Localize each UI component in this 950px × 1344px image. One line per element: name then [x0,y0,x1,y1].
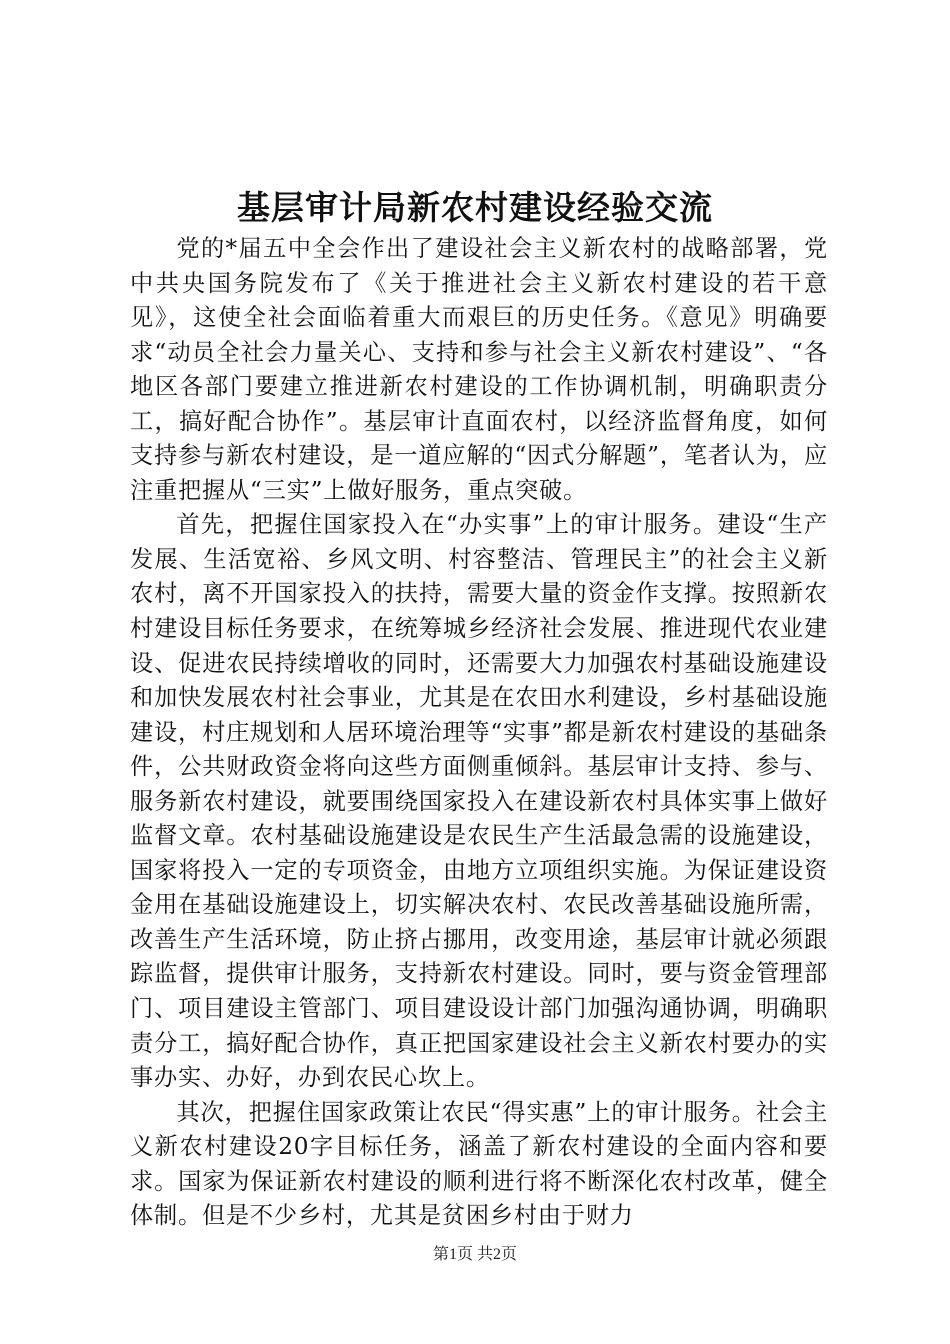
paragraph-first-point: 首先，把握住国家投入在“办实事”上的审计服务。建设“生产发展、生活宽裕、乡风文明、村容整洁、管理民主”的社会主义新农村，离不开国家投入的扶持，需要大量的资金作支撑。按照新农村建设目标任务要求，在统筹城乡经济社会发展、推进现代农业建设、促进农民持续增收的同时，还需要大力加强农村基础设施建设和加快发展农村社会事业，尤其是在农田水利建设，乡村基础设施建设，村庄规划和人居环境治理等“实事”都是新农村建设的基础条件，公共财政资金将向这些方面侧重倾斜。基层审计支持、参与、服务新农村建设，就要围绕国家投入在建设新农村具体实事上做好监督文章。农村基础设施建设是农民生产生活最急需的设施建设，国家将投入一定的专项资金，由地方立项组织实施。为保证建设资金用在基础设施建设上，切实解决农村、农民改善基础设施所需，改善生产生活环境，防止挤占挪用，改变用途，基层审计就必须跟踪监督，提供审计服务，支持新农村建设。同时，要与资金管理部门、项目建设主管部门、项目建设设计部门加强沟通协调，明确职责分工，搞好配合协作，真正把国家建设社会主义新农村要办的实事办实、办好，办到农民心坎上。 [130,511,828,1092]
paragraph-second-point: 其次，把握住国家政策让农民“得实惠”上的审计服务。社会主义新农村建设20字目标任务，涵盖了新农村建设的全面内容和要求。国家为保证新农村建设的顺利进行将不断深化农村改革，健全体制。但是不少乡村，尤其是贫困乡村由于财力 [130,1098,828,1230]
document-title: 基层审计局新农村建设经验交流 [237,188,713,227]
paragraph-intro: 党的*届五中全会作出了建设社会主义新农村的战略部署，党中共央国务院发布了《关于推进社会主义新农村建设的若干意见》，这使全社会面临着重大而艰巨的历史任务。《意见》明确要求“动员全社会力量关心、支持和参与社会主义新农村建设”、“各地区各部门要建立推进新农村建设的工作协调机制，明确职责分工，搞好配合协作”。基层审计直面农村，以经济监督角度，如何支持参与新农村建设，是一道应解的“因式分解题”，笔者认为，应注重把握从“三实”上做好服务，重点突破。 [130,235,828,504]
page-number-footer: 第1页 共2页 [432,1246,517,1263]
document-body [130,232,828,1234]
